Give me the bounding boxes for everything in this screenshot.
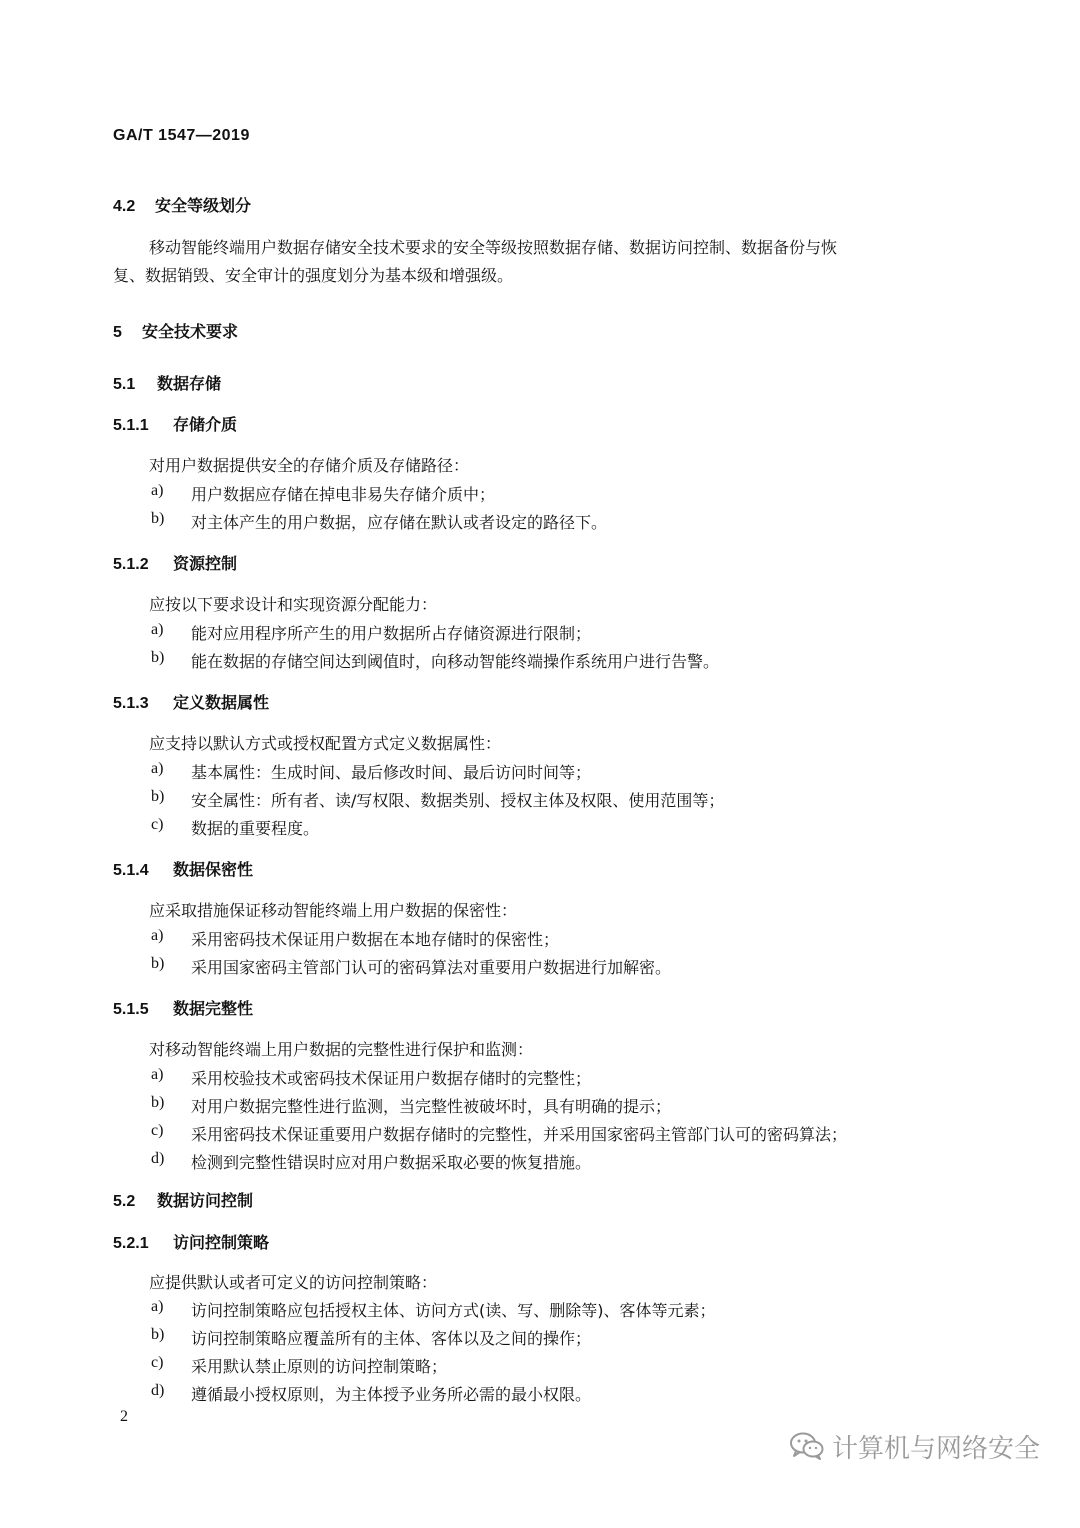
paragraph-line: 移动智能终端用户数据存储安全技术要求的安全等级按照数据存储、数据访问控制、数据备份与恢 (149, 238, 838, 257)
list-marker: d) (151, 1382, 165, 1399)
list-text: 采用校验技术或密码技术保证用户数据存储时的完整性； (191, 1069, 592, 1088)
heading-5-1-2 (113, 551, 237, 574)
list-item (151, 482, 951, 504)
heading-number: 5.2 (113, 1193, 136, 1210)
heading-number: 4.2 (113, 198, 136, 215)
heading-number: 5.1.1 (113, 417, 149, 434)
wechat-icon (790, 1432, 824, 1460)
heading-title: 数据保密性 (173, 860, 254, 879)
list-item (151, 1150, 971, 1172)
list-item (151, 1122, 971, 1144)
heading-5 (113, 319, 238, 342)
heading-number: 5.1.2 (113, 556, 149, 573)
heading-5-1-1 (113, 412, 237, 435)
list-text: 采用密码技术保证重要用户数据存储时的完整性，并采用国家密码主管部门认可的密码算法； (191, 1125, 848, 1144)
list-text: 对主体产生的用户数据，应存储在默认或者设定的路径下。 (191, 513, 608, 532)
heading-4-2 (113, 193, 251, 216)
heading-number: 5.1.3 (113, 695, 149, 712)
section-intro: 应支持以默认方式或授权配置方式定义数据属性： (149, 734, 502, 753)
heading-number: 5.2.1 (113, 1235, 149, 1252)
list-item (151, 1354, 951, 1376)
list-text: 数据的重要程度。 (191, 819, 320, 838)
heading-title: 安全技术要求 (142, 322, 239, 341)
heading-number: 5.1 (113, 376, 136, 393)
list-item (151, 955, 951, 977)
list-text: 能对应用程序所产生的用户数据所占存储资源进行限制； (191, 624, 592, 643)
list-text: 检测到完整性错误时应对用户数据采取必要的恢复措施。 (191, 1153, 592, 1172)
list-item (151, 927, 951, 949)
list-item (151, 1094, 971, 1116)
heading-5-1 (113, 371, 221, 394)
heading-title: 数据存储 (157, 374, 222, 393)
heading-title: 访问控制策略 (173, 1233, 270, 1252)
heading-number: 5 (113, 324, 122, 341)
list-text: 遵循最小授权原则，为主体授予业务所必需的最小权限。 (191, 1385, 592, 1404)
list-item (151, 621, 951, 643)
list-text: 安全属性：所有者、读/写权限、数据类别、授权主体及权限、使用范围等； (191, 791, 725, 810)
list-item (151, 788, 951, 810)
list-marker: c) (151, 816, 164, 833)
list-marker: a) (151, 1066, 164, 1083)
heading-5-2-1 (113, 1230, 269, 1253)
heading-5-1-4 (113, 857, 253, 880)
section-intro: 应采取措施保证移动智能终端上用户数据的保密性： (149, 901, 518, 920)
list-marker: b) (151, 510, 165, 527)
list-marker: a) (151, 1298, 164, 1315)
list-text: 用户数据应存储在掉电非易失存储介质中； (191, 485, 496, 504)
list-item (151, 1382, 951, 1404)
list-marker: c) (151, 1354, 164, 1371)
list-text: 采用默认禁止原则的访问控制策略； (191, 1357, 448, 1376)
heading-title: 存储介质 (173, 415, 238, 434)
list-marker: c) (151, 1122, 164, 1139)
section-intro: 应提供默认或者可定义的访问控制策略： (149, 1273, 438, 1292)
paragraph-line: 复、数据销毁、安全审计的强度划分为基本级和增强级。 (113, 266, 514, 285)
list-text: 访问控制策略应包括授权主体、访问方式(读、写、删除等)、客体等元素； (191, 1301, 716, 1320)
section-intro: 应按以下要求设计和实现资源分配能力： (149, 595, 438, 614)
list-text: 采用国家密码主管部门认可的密码算法对重要用户数据进行加解密。 (191, 958, 672, 977)
watermark-text: 计算机与网络安全 (832, 1434, 1041, 1464)
list-item (151, 510, 951, 532)
list-text: 基本属性：生成时间、最后修改时间、最后访问时间等； (191, 763, 592, 782)
list-item (151, 649, 951, 671)
list-text: 对用户数据完整性进行监测，当完整性被破坏时，具有明确的提示； (191, 1097, 672, 1116)
heading-title: 安全等级划分 (155, 196, 252, 215)
list-item (151, 760, 951, 782)
list-item (151, 816, 951, 838)
section-intro: 对移动智能终端上用户数据的完整性进行保护和监测： (149, 1040, 534, 1059)
list-marker: a) (151, 482, 164, 499)
list-marker: b) (151, 1094, 165, 1111)
heading-title: 数据访问控制 (157, 1191, 254, 1210)
list-text: 访问控制策略应覆盖所有的主体、客体以及之间的操作； (191, 1329, 592, 1348)
list-marker: d) (151, 1150, 165, 1167)
heading-title: 数据完整性 (173, 999, 254, 1018)
heading-title: 资源控制 (173, 554, 238, 573)
list-marker: a) (151, 621, 164, 638)
list-text: 能在数据的存储空间达到阈值时，向移动智能终端操作系统用户进行告警。 (191, 652, 720, 671)
list-item (151, 1066, 971, 1088)
list-marker: b) (151, 1326, 165, 1343)
page-number: 2 (120, 1408, 128, 1425)
heading-5-2 (113, 1188, 253, 1211)
heading-title: 定义数据属性 (173, 693, 270, 712)
list-item (151, 1326, 951, 1348)
heading-5-1-3 (113, 690, 269, 713)
list-marker: b) (151, 788, 165, 805)
heading-number: 5.1.4 (113, 862, 149, 879)
section-intro: 对用户数据提供安全的存储介质及存储路径： (149, 456, 470, 475)
list-marker: a) (151, 760, 164, 777)
watermark (790, 1428, 1060, 1468)
list-marker: b) (151, 649, 165, 666)
list-text: 采用密码技术保证用户数据在本地存储时的保密性； (191, 930, 560, 949)
heading-number: 5.1.5 (113, 1001, 149, 1018)
list-marker: b) (151, 955, 165, 972)
heading-5-1-5 (113, 996, 253, 1019)
list-marker: a) (151, 927, 164, 944)
list-item (151, 1298, 951, 1320)
document-code: GA/T 1547—2019 (113, 127, 250, 144)
